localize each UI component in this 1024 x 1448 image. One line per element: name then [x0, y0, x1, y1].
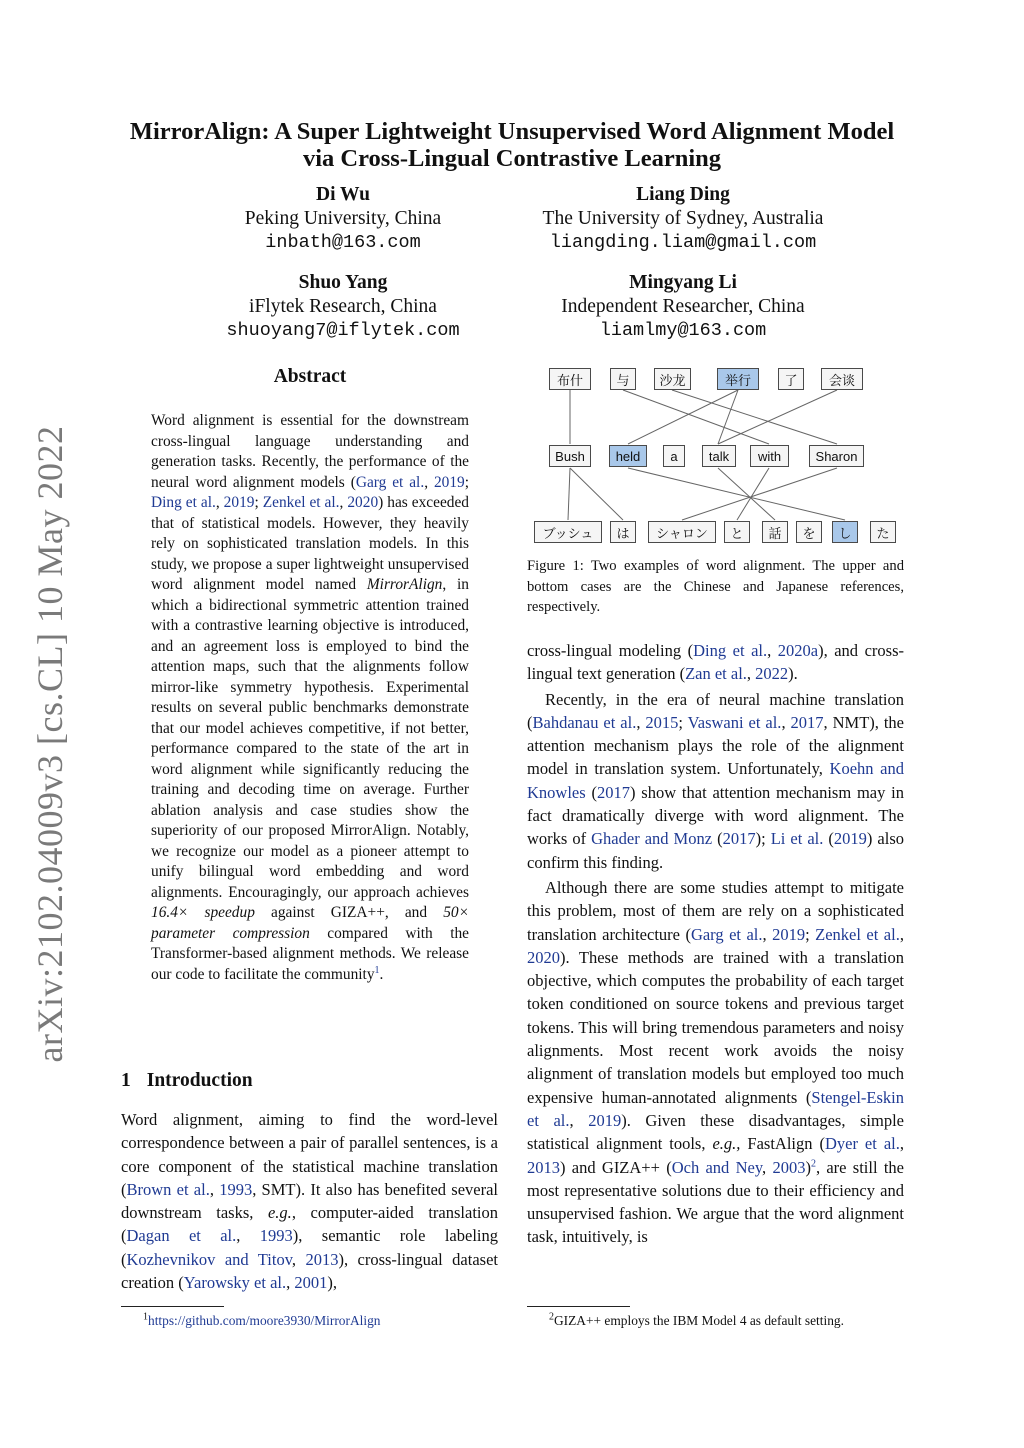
footnote-mark-link[interactable]: 2 [810, 1158, 816, 1170]
compression-value: 50× parameter compression [151, 904, 469, 942]
author-affiliation: iFlytek Research, China [249, 296, 437, 317]
citation-link[interactable]: Bahdanau et al. [532, 712, 637, 732]
footnote-number: 2 [549, 1311, 554, 1323]
body-text: Although there are some studies attempt to mitigate this problem, most of them are rely on a sophisticated translation architecture ( [527, 877, 904, 944]
citation-year-link[interactable]: 2019 [772, 924, 806, 944]
title-line-2: via Cross-Lingual Contrastive Learning [302, 145, 722, 172]
paragraph: cross-lingual modeling (Ding et al., 2020a), and cross-lingual text generation (Zan et al., 2022). [527, 641, 904, 684]
body-text: Recently, in the era of neural machine translation [545, 689, 904, 709]
ja-token-highlighted: し [832, 521, 858, 543]
author-affiliation: Independent Researcher, China [561, 296, 805, 317]
alignment-line [570, 468, 623, 520]
citation-link[interactable]: Zenkel et al. [815, 924, 900, 944]
body-text: also confirm this finding. [527, 829, 904, 872]
citation-link[interactable]: Zan et al. [685, 664, 747, 684]
citation-year-link[interactable]: 2015 [645, 712, 679, 732]
citation-year-link[interactable]: 2013 [305, 1249, 339, 1269]
citation-year-link[interactable]: 2001 [294, 1273, 328, 1293]
en-token: with [750, 445, 789, 467]
author-name: Shuo Yang [298, 272, 388, 293]
citation-link[interactable]: Garg et al. [690, 924, 763, 944]
footnote-text: GIZA++ employs the IBM Model 4 as default setting. [554, 1313, 844, 1328]
citation-year-link[interactable]: 2019 [588, 1110, 622, 1130]
abstract-text: against GIZA++, and [254, 904, 444, 921]
body-text: ), semantic role labeling ( [121, 1226, 498, 1269]
citation-year-link[interactable]: 2020a [777, 641, 819, 660]
section-heading [121, 1070, 253, 1092]
alignment-line [737, 468, 769, 520]
abstract-text: . [379, 965, 384, 983]
footnote-2 [549, 1313, 844, 1329]
citation-link[interactable]: Och and Ney [671, 1157, 763, 1177]
citation-link[interactable]: Ding et al. [151, 494, 216, 511]
footnote-number: 1 [143, 1311, 148, 1323]
author-affiliation: The University of Sydney, Australia [542, 208, 824, 229]
citation-link[interactable]: Kozhevnikov and Titov [126, 1249, 292, 1269]
intro-left-text: Word alignment, aiming to find the word-level correspondence between a pair of parallel sentences, is a core component of the statistical machine translation (Brown et al., 1993, SMT). It also has benefited several downstream tasks, e.g., computer-aided translation (Dagan et al., 1993), semantic role labeling (Kozhevnikov and Titov, 2013), cross-lingual dataset creation (Yarowsky et al., 2001), [121, 1110, 499, 1293]
body-text: Word alignment, aiming to find the word-level correspondence between a pair of parallel sentences, is a core component of the statistical machine translation [121, 1110, 498, 1176]
citation-year-link[interactable]: 2017 [596, 782, 630, 802]
paragraph: Recently, in the era of neural machine translation (Bahdanau et al., 2015; Vaswani et al., 2017, NMT), the attention mechanism plays the role of the alignment model in translation system. Unfortunately, Koehn and Knowles (2017) show that attention mechanism may in fact dramatically diverge with word alignment. The works of Ghader and Monz (2017); Li et al. (2019) also confirm this finding. [527, 689, 905, 872]
body-text: ). [788, 664, 798, 684]
author-email[interactable]: liamlmy@163.com [599, 320, 767, 341]
body-text: ), and cross-lingual text generation ( [527, 641, 904, 684]
citation-link[interactable]: Garg et al. [355, 473, 425, 491]
zh-token: 了 [778, 368, 804, 390]
author-email[interactable]: liangding.liam@gmail.com [549, 232, 817, 253]
en-token: talk [702, 445, 736, 467]
citation-year-link[interactable]: 2020 [527, 947, 560, 967]
citation-link[interactable]: Dyer et al. [824, 1134, 900, 1154]
author-name: Di Wu [315, 184, 370, 205]
citation-link[interactable]: Ghader and Monz [591, 829, 713, 849]
citation-year-link[interactable]: 2022 [755, 664, 789, 684]
abstract-text: , in which a bidirectional symmetric attention trained with a contrastive learning objective is introduced, and an agreement loss is employed to bind the attention maps, such that the alignments follow mirror-like symmetry hypothesis. Experimental results on several public benchmarks demonstrate that our model achieves competitive, if not better, performance compared to the state of the art in word alignment while significantly reducing the training and decoding time on average. Further ablation analysis and case studies show the superiority of our proposed MirrorAlign. Notably, we recognize our model as a pioneer attempt to unify bilingual word embedding and word alignments. Encouragingly, our approach achieves [151, 576, 470, 901]
zh-token-highlighted: 举行 [717, 368, 759, 390]
author-name: Liang Ding [636, 184, 730, 205]
en-token-highlighted: held [609, 445, 647, 467]
abstract-text: Word alignment is essential for the downstream cross-lingual language understanding and generation tasks. Recently, the performance of the neural word alignment models ( [151, 412, 469, 491]
ja-token: と [724, 521, 750, 543]
en-token: Bush [549, 445, 591, 467]
footnote-mark-link[interactable]: 1 [374, 964, 380, 976]
body-text: cross-lingual modeling ( [527, 641, 694, 660]
alignment-line [718, 390, 837, 444]
figure-caption: Figure 1: Two examples of word alignment. The upper and bottom cases are the Chinese and Japanese references, respectively. [527, 558, 904, 615]
zh-token: 沙龙 [654, 368, 691, 390]
abstract-text: compared with the Transformer-based alignment methods. We release our code to facilitate the community [151, 924, 470, 983]
body-text: ), cross-lingual dataset creation ( [121, 1249, 498, 1293]
speedup-value: 16.4× speedup [151, 904, 255, 921]
abstract-body: Word alignment is essential for the downstream cross-lingual language understanding and generation tasks. Recently, the performance of the neural word alignment models (Garg et al., 2019; Ding et al., 2019; Zenkel et al., 2020) has exceeded that of statistical models. However, they heavily rely on sophisticated translation models. In this study, we propose a super lightweight unsupervised word alignment model named MirrorAlign, in which a bidirectional symmetric attention trained with a contrastive learning objective is introduced, and an agreement loss is employed to bind the attention maps, such that the alignments follow mirror-like symmetry hypothesis. Experimental results on several public benchmarks demonstrate that our model achieves competitive, if not better, performance compared to the state of the art in word alignment while significantly reducing the training and decoding time on average. Further ablation analysis and case studies show the superiority of our proposed MirrorAlign. Notably, we recognize our model as a pioneer attempt to unify bilingual word embedding and word alignments. Encouragingly, our approach achieves 16.4× speedup against GIZA++, and 50× parameter compression compared with the Transformer-based alignment methods. We release our code to facilitate the community$^1$. [151, 412, 470, 983]
body-text: FastAlign ( [740, 1134, 825, 1154]
title-line-1: MirrorAlign: A Super Lightweight Unsupervised Word Alignment Model [129, 118, 895, 145]
citation-year-link[interactable]: 2013 [527, 1157, 560, 1177]
citation-year-link[interactable]: 2019 [433, 473, 465, 491]
abstract-heading: Abstract [273, 366, 347, 387]
ja-token: は [610, 521, 636, 543]
ja-token: シャロン [648, 521, 716, 543]
author-name: Mingyang Li [629, 272, 737, 293]
body-text: show that attention mechanism may in fact dramatically diverge with word alignment. The works of [527, 782, 905, 849]
abstract-text: ) has exceeded that of statistical models. However, they heavily rely on sophisticated translation models. In this study, we propose a super lightweight unsupervised word alignment model named [151, 494, 470, 593]
zh-token: 会谈 [821, 368, 863, 390]
alignment-line [568, 468, 570, 520]
body-text: , are still the most representative solutions due to their efficiency and unsupervised fashion. We argue that the word alignment task, intuitively, is [527, 1157, 904, 1247]
citation-year-link[interactable]: 1993 [219, 1179, 253, 1199]
citation-link[interactable]: Dagan et al. [126, 1226, 237, 1246]
alignment-line [718, 468, 775, 520]
citation-link[interactable]: Koehn and Knowles [527, 759, 904, 802]
en-token: a [663, 445, 685, 467]
body-text: , SMT). It also has benefited several downstream tasks, [121, 1179, 499, 1223]
author-block-2 [493, 183, 873, 255]
ja-token: を [796, 521, 822, 543]
body-text: e.g., [712, 1134, 741, 1154]
ja-token: た [870, 521, 896, 543]
section-number: 1 [121, 1070, 131, 1091]
author-email[interactable]: shuoyang7@iflytek.com [226, 320, 460, 341]
author-block-1 [153, 183, 533, 255]
body-text: ). Given these disadvantages, simple statistical alignment tools, [527, 1110, 905, 1154]
citation-year-link[interactable]: 2017 [790, 712, 824, 732]
ja-token: 話 [762, 521, 788, 543]
footnote-url-link[interactable]: https://github.com/moore3930/MirrorAlign [148, 1313, 381, 1328]
paper-title [0, 118, 1024, 172]
zh-token: 与 [610, 368, 636, 390]
citation-year-link[interactable]: 1993 [259, 1226, 293, 1246]
author-block-3 [153, 271, 533, 343]
citation-year-link[interactable]: 2019 [223, 494, 255, 511]
intro-right-text [527, 639, 904, 1249]
en-token: Sharon [809, 445, 864, 467]
citation-link[interactable]: Brown et al. [126, 1179, 210, 1199]
paragraph: Although there are some studies attempt to mitigate this problem, most of them are rely on a sophisticated translation architecture (Garg et al., 2019; Zenkel et al., 2020). These methods are trained with a translation objective, which computes the probability of each target token conditioned on source tokens and previous target tokens. This will bring tremendous parameters and noisy alignments. Most recent work avoids the noisy alignment of translation models but employed too much expensive human-annotated alignments (Stengel-Eskin et al., 2019). Given these disadvantages, simple statistical alignment tools, e.g., FastAlign (Dyer et al., 2013) and GIZA++ (Och and Ney, 2003)$^2$, are still the most representative solutions due to their efficiency and unsupervised fashion. We argue that the word alignment task, intuitively, is [527, 877, 905, 1247]
citation-link[interactable]: Stengel-Eskin et al. [527, 1087, 904, 1130]
zh-token: 布什 [549, 368, 591, 390]
citation-year-link[interactable]: 2017 [722, 829, 756, 849]
citation-link[interactable]: Yarowsky et al. [183, 1273, 287, 1293]
citation-link[interactable]: Vaswani et al. [687, 712, 782, 732]
body-text: , computer-aided translation ( [121, 1203, 498, 1246]
citation-year-link[interactable]: 2003 [772, 1157, 806, 1177]
citation-link[interactable]: Li et al. [770, 829, 824, 849]
citation-year-link[interactable]: 2019 [833, 829, 867, 849]
body-text: ) and GIZA++ ( [560, 1157, 672, 1177]
author-affiliation: Peking University, China [244, 208, 442, 229]
body-text: , NMT), the attention mechanism plays the role of the alignment model in translation system. Unfortunately, [527, 712, 905, 779]
model-name: MirrorAlign [366, 576, 443, 593]
ja-token: ブッシュ [534, 521, 602, 543]
author-block-4 [493, 271, 873, 343]
body-text: ). These methods are trained with a translation objective, which computes the probability of each target token conditioned on source tokens and previous target tokens. This will bring tremendous parameters and noisy alignments. Most recent work avoids the noisy alignment of translation models but employed too much expensive human-annotated alignments ( [527, 947, 904, 1107]
section-title: Introduction [146, 1070, 253, 1091]
citation-year-link[interactable]: 2020 [347, 494, 379, 511]
footnote-1 [143, 1313, 380, 1329]
footnote-rule [121, 1306, 224, 1307]
footnote-rule [527, 1306, 630, 1307]
citation-link[interactable]: Ding et al. [693, 641, 768, 660]
body-text: ), [327, 1273, 338, 1293]
arxiv-identifier: arXiv:2102.04009v3 [cs.CL] 10 May 2022 [30, 425, 70, 1063]
figure-word-alignment [527, 360, 904, 550]
citation-link[interactable]: Zenkel et al. [262, 494, 340, 511]
body-text: e.g. [267, 1203, 292, 1223]
author-email[interactable]: inbath@163.com [265, 232, 421, 253]
